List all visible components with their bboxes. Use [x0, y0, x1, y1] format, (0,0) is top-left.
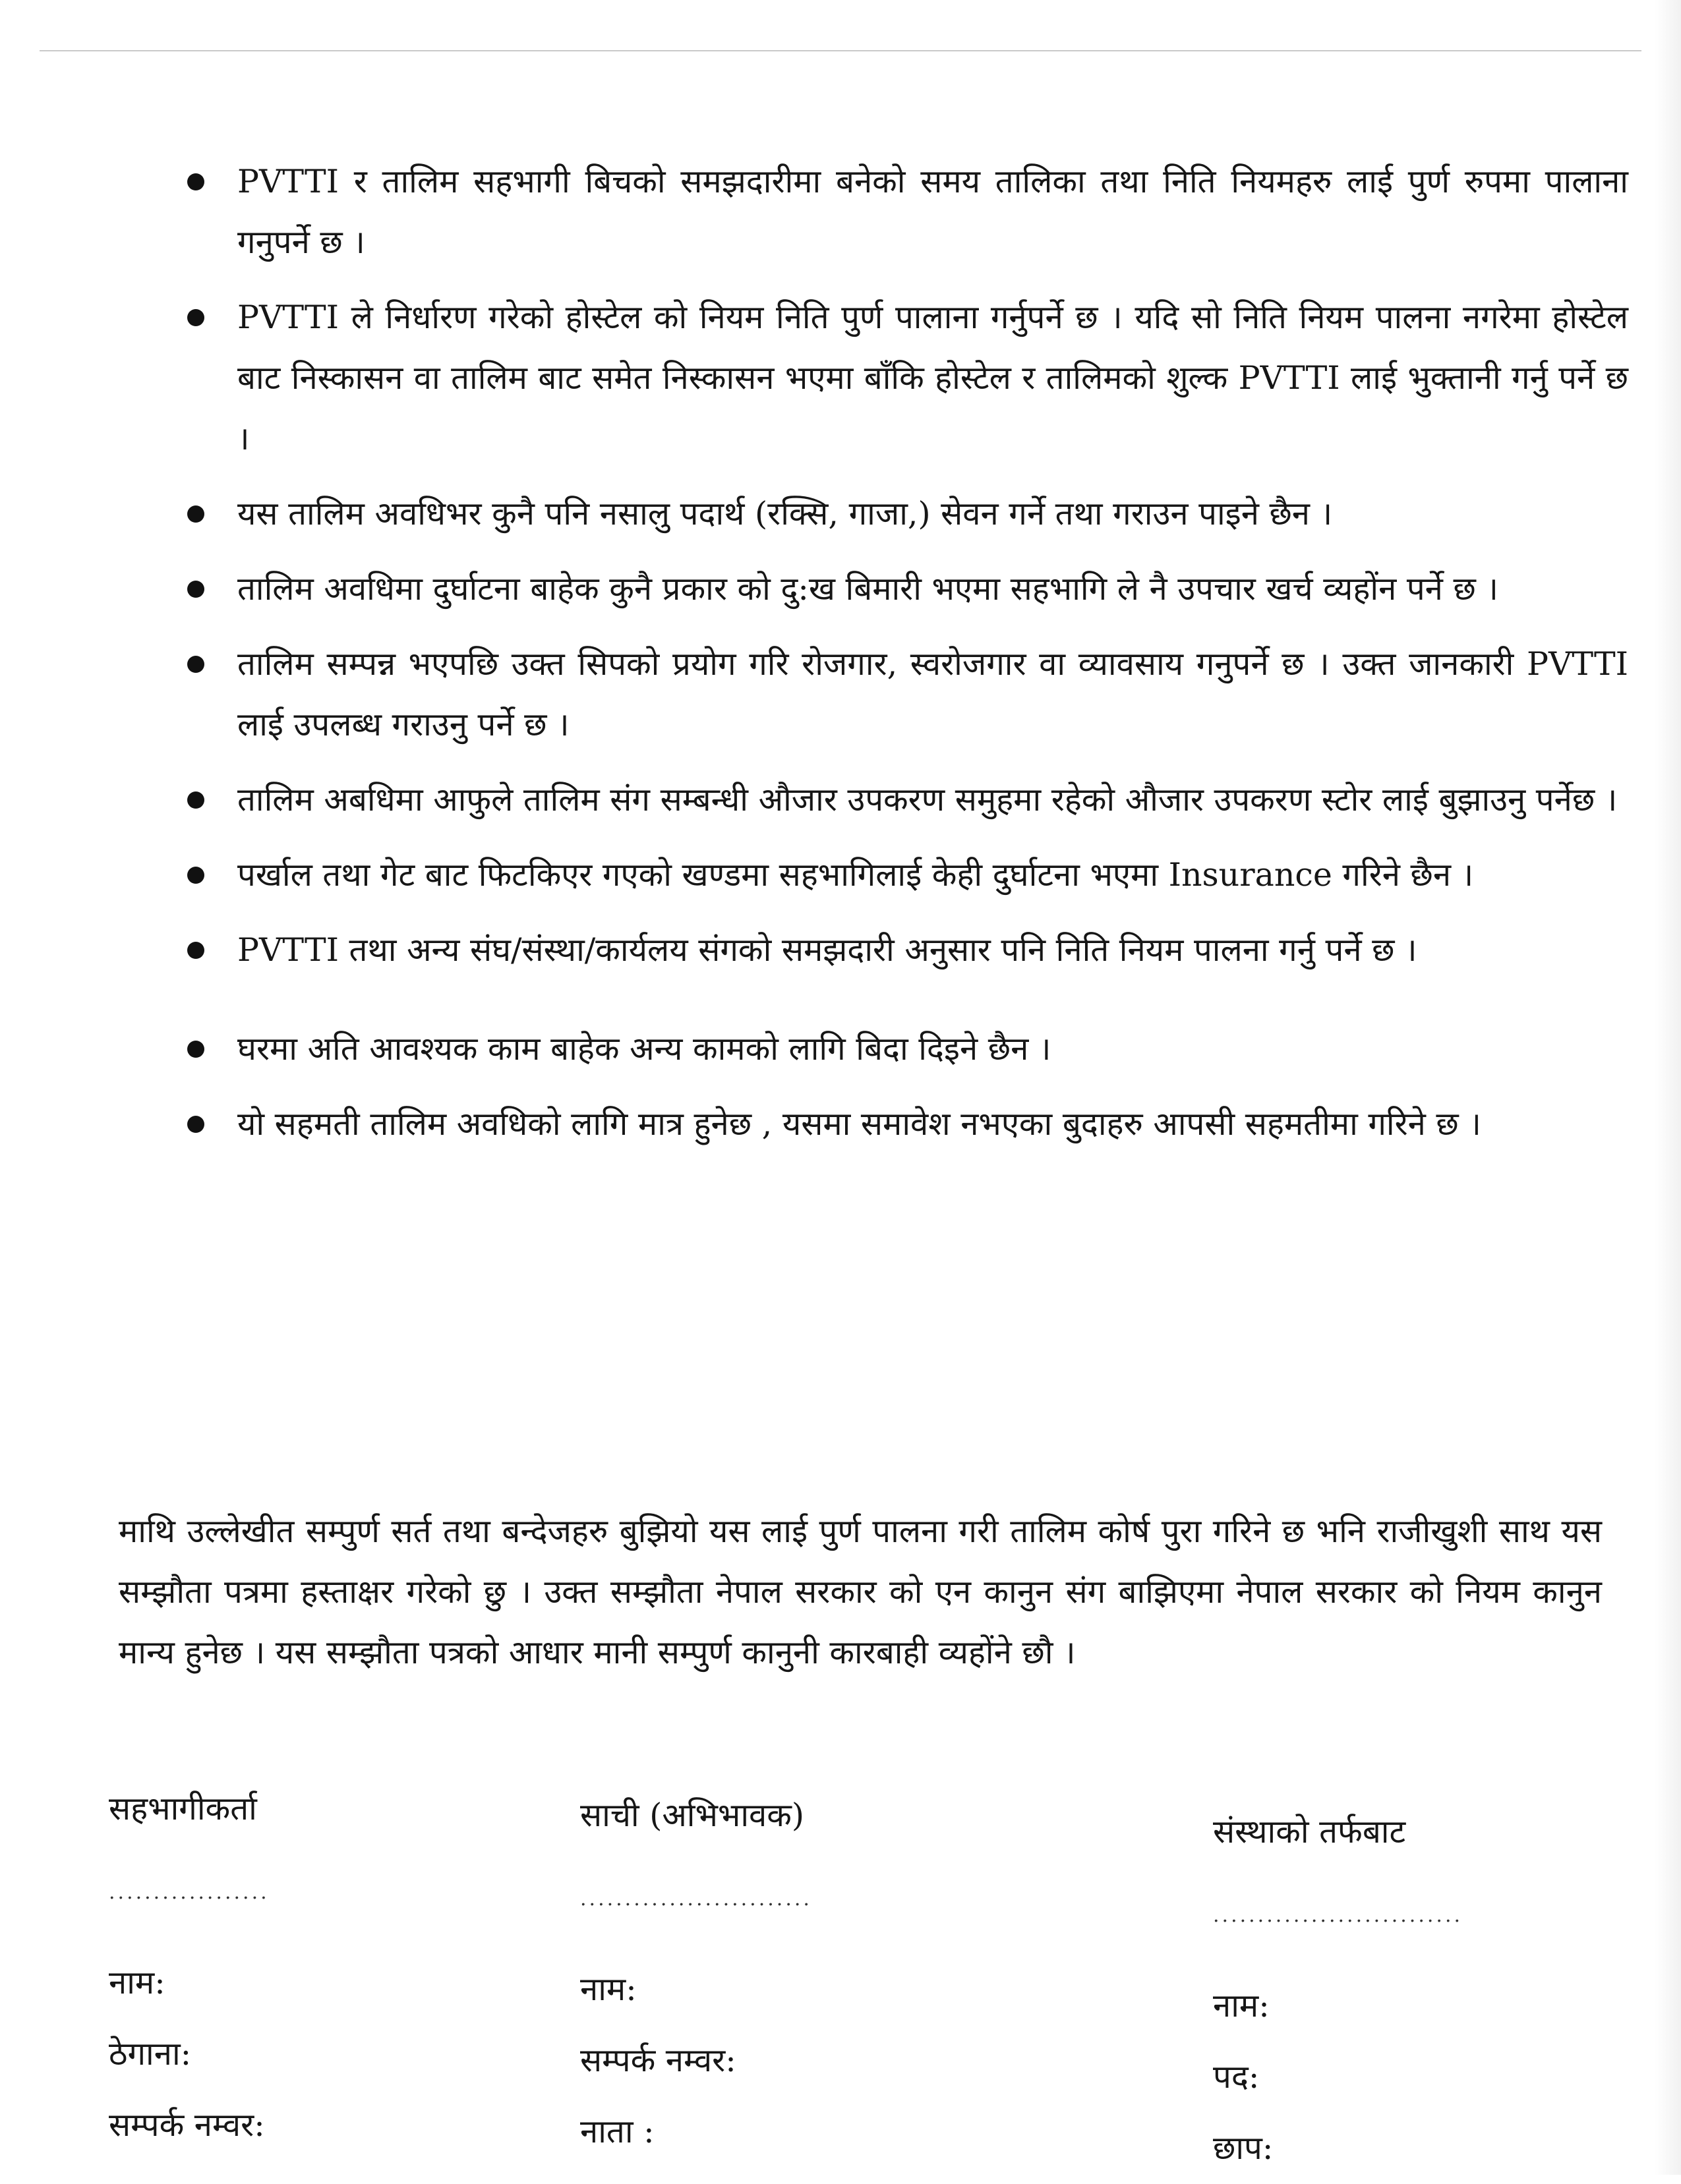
rule-item [178, 287, 1628, 469]
rule-item [178, 559, 1628, 619]
rule-item [178, 1094, 1628, 1155]
stamp-label: छाप: [1213, 2129, 1274, 2167]
bullet-icon [187, 505, 204, 523]
bullet-icon [187, 1041, 204, 1058]
institution-title: संस्थाको तर्फबाट [1213, 1813, 1406, 1851]
witness-title: साची (अभिभावक) [580, 1796, 805, 1834]
rule-item [178, 1019, 1628, 1079]
name-label: नाम: [580, 1970, 637, 2008]
bullet-icon [187, 791, 204, 809]
name-label: नाम: [1213, 1987, 1270, 2025]
rule-item [178, 484, 1628, 544]
rule-text: पर्खाल तथा गेट बाट फिटकिएर गएको खण्डमा सहभागिलाई केही दुर्घाटना भएमा Insurance गरिने छैन । [237, 856, 1474, 894]
page-top-rule [40, 50, 1641, 51]
rule-item [178, 920, 1628, 981]
rule-text: PVTTI ले निर्धारण गरेको होस्टेल को नियम निति पुर्ण पालाना गर्नुपर्ने छ । यदि सो निति नियम पालना नगरेमा होस्टेल बाट निस्कासन वा तालिम बाट समेत निस्कासन भएमा बाँकि होस्टेल र तालिमको शुल्क PVTTI लाई भुक्तानी गर्नु पर्ने छ । [237, 299, 1628, 457]
rule-text: घरमा अति आवश्यक काम बाहेक अन्य कामको लागि बिदा दिइने छैन । [237, 1030, 1051, 1068]
bullet-icon [187, 867, 204, 884]
contact-number-label: सम्पर्क नम्वर: [109, 2106, 265, 2144]
relation-label: नाता : [580, 2113, 655, 2150]
institution-signature-block [1213, 1806, 1641, 2184]
agreement-summary: माथि उल्लेखीत सम्पुर्ण सर्त तथा बन्देजहरु बुझियो यस लाई पुर्ण पालना गरी तालिम कोर्ष पुरा गरिने छ भनि राजीखुशी साथ यस सम्झौता पत्रमा हस्ताक्षर गरेको छु । उक्त सम्झौता नेपाल सरकार को एन कानुन संग बाझिएमा नेपाल सरकार को नियम कानुन मान्य हुनेछ । यस सम्झौता पत्रको आधार मानी सम्पुर्ण कानुनी कारबाही व्यहोंने छौ । [119, 1512, 1602, 1671]
rule-item [178, 770, 1628, 830]
participant-signature-block [109, 1783, 570, 2161]
rule-text: PVTTI तथा अन्य संघ/संस्था/कार्यलय संगको समझदारी अनुसार पनि निति नियम पालना गर्नु पर्ने छ । [237, 931, 1417, 969]
rule-item [178, 634, 1628, 755]
contact-number-label: सम्पर्क नम्वर: [580, 2042, 736, 2079]
name-label: नाम: [109, 1964, 165, 2001]
rule-text: PVTTI र तालिम सहभागी बिचको समझदारीमा बनेको समय तालिका तथा निति नियमहरु लाई पुर्ण रुपमा पालाना गनुपर्ने छ । [237, 163, 1628, 261]
rule-text: तालिम सम्पन्न भएपछि उक्त सिपको प्रयोग गरि रोजगार, स्वरोजगार वा व्यावसाय गनुपर्ने छ । उक्त जानकारी PVTTI लाई उपलब्ध गराउनु पर्ने छ । [237, 645, 1628, 743]
bullet-icon [187, 581, 204, 598]
rule-text: यस तालिम अवधिभर कुनै पनि नसालु पदार्थ (रक्सि, गाजा,) सेवन गर्ने तथा गराउन पाइने छैन । [237, 495, 1333, 532]
bullet-icon [187, 309, 204, 326]
signature-line: ............................ [1213, 1904, 1463, 1927]
signature-line: .......................... [580, 1887, 812, 1911]
rule-text: तालिम अवधिमा दुर्घाटना बाहेक कुनै प्रकार को दु:ख बिमारी भएमा सहभागि ले नै उपचार खर्च व्यहोंन पर्ने छ । [237, 570, 1498, 608]
rules-list [178, 152, 1628, 1169]
rule-text: तालिम अबधिमा आफुले तालिम संग सम्बन्धी औजार उपकरण समुहमा रहेको औजार उपकरण स्टोर लाई बुझाउनु पर्नेछ । [237, 781, 1618, 819]
bullet-icon [187, 1116, 204, 1133]
bullet-icon [187, 942, 204, 959]
rule-text: यो सहमती तालिम अवधिको लागि मात्र हुनेछ , यसमा समावेश नभएका बुदाहरु आपसी सहमतीमा गरिने छ । [237, 1105, 1481, 1143]
rule-item [178, 152, 1628, 273]
bullet-icon [187, 656, 204, 673]
rule-item [178, 845, 1628, 905]
page-edge-shadow [1655, 0, 1681, 2175]
address-label: ठेगाना: [109, 2035, 192, 2073]
participant-title: सहभागीकर्ता [109, 1790, 257, 1827]
bullet-icon [187, 173, 204, 190]
signature-line: .................. [109, 1881, 270, 1904]
position-label: पद: [1213, 2058, 1260, 2096]
witness-signature-block [580, 1789, 1121, 2168]
